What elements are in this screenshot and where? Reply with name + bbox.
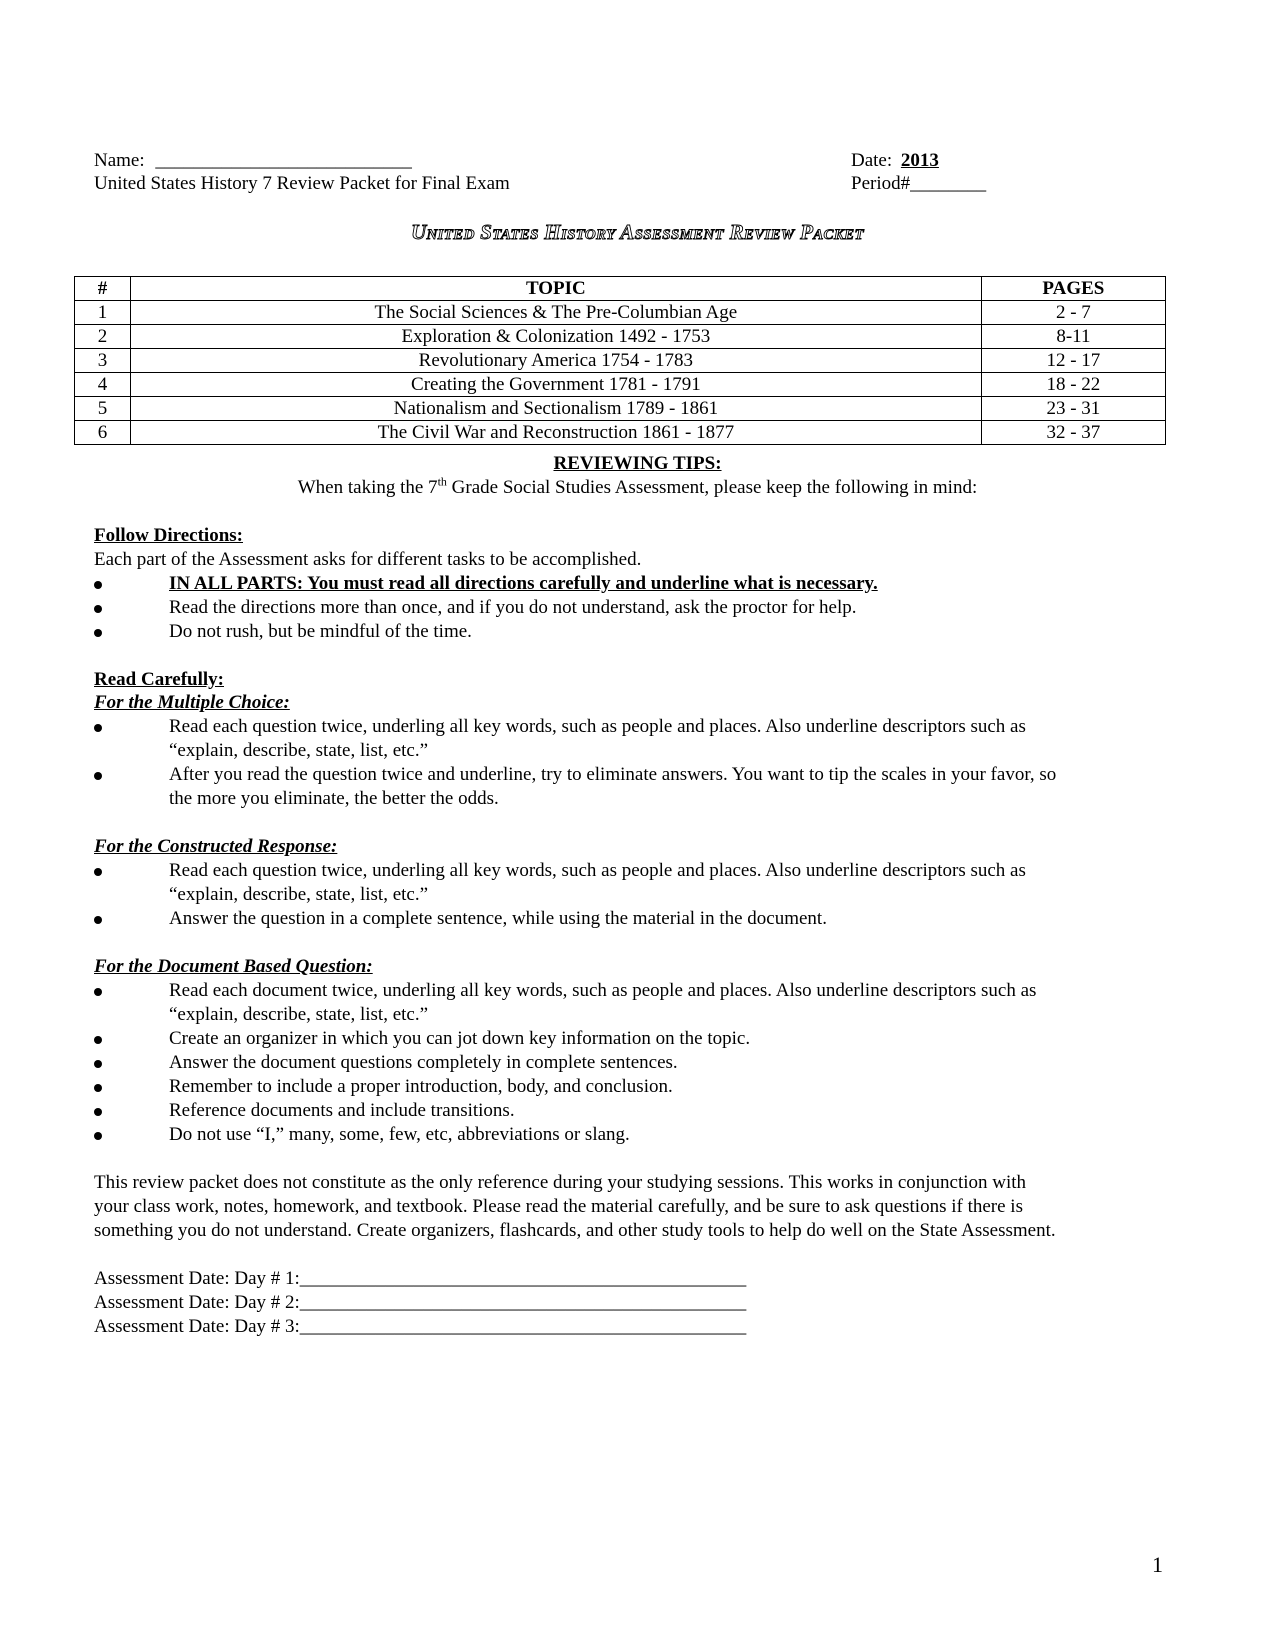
closing-line-2: your class work, notes, homework, and textbook. Please read the material carefully, and be sure to ask questions if there is	[94, 1196, 1023, 1217]
mc-bullet-1-line-2: “explain, describe, state, list, etc.”	[169, 740, 429, 761]
row-topic: Exploration & Colonization 1492 - 1753	[130, 325, 981, 349]
page-number: 1	[1152, 1552, 1163, 1577]
intro-post: Grade Social Studies Assessment, please keep the following in mind:	[446, 477, 978, 498]
row-number: 4	[75, 373, 131, 397]
bullet-icon	[94, 1084, 102, 1092]
mc-bullet-2-line-2: the more you eliminate, the better the odds.	[169, 788, 499, 809]
bullet-icon	[94, 1036, 102, 1044]
date-value: 2013	[900, 150, 939, 171]
closing-line-3: something you do not understand. Create organizers, flashcards, and other study tools to help do well on the State Assessment.	[94, 1220, 1056, 1241]
row-pages: 23 - 31	[981, 397, 1165, 421]
constructed-response-heading: For the Constructed Response:	[94, 836, 338, 857]
assessment-date-day-2: Assessment Date: Day # 2:_______________________________________________	[94, 1292, 747, 1313]
row-pages: 18 - 22	[981, 373, 1165, 397]
dbq-bullet-2: Create an organizer in which you can jot down key information on the topic.	[169, 1028, 751, 1049]
assessment-date-day-1: Assessment Date: Day # 1:_______________________________________________	[94, 1268, 747, 1289]
row-topic: Creating the Government 1781 - 1791	[130, 373, 981, 397]
date-label: Date:	[851, 150, 893, 171]
table-row	[75, 397, 1166, 421]
dbq-bullet-3: Answer the document questions completely in complete sentences.	[169, 1052, 678, 1073]
row-topic: Revolutionary America 1754 - 1783	[130, 349, 981, 373]
row-pages: 8-11	[981, 325, 1165, 349]
table-row	[75, 349, 1166, 373]
page-title	[0, 220, 1275, 244]
follow-bullet-2: Read the directions more than once, and if you do not understand, ask the proctor for help.	[169, 597, 857, 618]
table-row	[75, 301, 1166, 325]
bullet-icon	[94, 916, 102, 924]
course-line: United States History 7 Review Packet for Final Exam	[94, 173, 510, 194]
period-field: Period#________	[851, 173, 987, 194]
page-title-text: United States History Assessment Review Packet	[411, 220, 864, 244]
assessment-date-day-3: Assessment Date: Day # 3:_______________________________________________	[94, 1316, 747, 1337]
mc-bullet-2-line-1: After you read the question twice and underline, try to eliminate answers. You want to tip the scales in your favor, so	[169, 764, 1057, 785]
table-row	[75, 325, 1166, 349]
row-topic: Nationalism and Sectionalism 1789 - 1861	[130, 397, 981, 421]
name-label: Name:	[94, 150, 145, 171]
row-pages: 12 - 17	[981, 349, 1165, 373]
row-topic: The Social Sciences & The Pre-Columbian Age	[130, 301, 981, 325]
bullet-icon	[94, 1132, 102, 1140]
follow-directions-intro: Each part of the Assessment asks for different tasks to be accomplished.	[94, 549, 642, 570]
bullet-icon	[94, 605, 102, 613]
date-field	[851, 149, 939, 173]
row-number: 3	[75, 349, 131, 373]
header-number: #	[75, 277, 131, 301]
document-based-question-heading: For the Document Based Question:	[94, 956, 373, 977]
row-number: 6	[75, 421, 131, 445]
bullet-icon	[94, 581, 102, 589]
bullet-icon	[94, 1108, 102, 1116]
mc-bullet-1-line-1: Read each question twice, underling all key words, such as people and places. Also underline descriptors such as	[169, 716, 1026, 737]
intro-pre: When taking the 7	[297, 477, 438, 498]
dbq-bullet-1-line-2: “explain, describe, state, list, etc.”	[169, 1004, 429, 1025]
multiple-choice-heading: For the Multiple Choice:	[94, 692, 290, 713]
read-carefully-heading: Read Carefully:	[94, 669, 224, 690]
cr-bullet-2: Answer the question in a complete sentence, while using the material in the document.	[169, 908, 827, 929]
table-row	[75, 373, 1166, 397]
table-row	[75, 421, 1166, 445]
dbq-bullet-5: Reference documents and include transitions.	[169, 1100, 515, 1121]
bullet-icon	[94, 772, 102, 780]
row-number: 2	[75, 325, 131, 349]
row-number: 1	[75, 301, 131, 325]
row-pages: 32 - 37	[981, 421, 1165, 445]
row-pages: 2 - 7	[981, 301, 1165, 325]
name-field	[94, 149, 412, 173]
name-line: ___________________________	[155, 150, 412, 171]
closing-line-1: This review packet does not constitute as the only reference during your studying sessions. This works in conjunction with	[94, 1172, 1027, 1193]
follow-bullet-3: Do not rush, but be mindful of the time.	[169, 621, 472, 642]
header-topic: TOPIC	[130, 277, 981, 301]
dbq-bullet-1-line-1: Read each document twice, underling all key words, such as people and places. Also underline descriptors such as	[169, 980, 1037, 1001]
follow-directions-heading: Follow Directions:	[94, 525, 243, 546]
reviewing-tips-heading: REVIEWING TIPS:	[553, 453, 722, 474]
bullet-icon	[94, 629, 102, 637]
table-header-row	[75, 277, 1166, 301]
bullet-icon	[94, 724, 102, 732]
bullet-icon	[94, 868, 102, 876]
topics-table	[74, 276, 1166, 445]
intro-sup: th	[437, 474, 447, 489]
cr-bullet-1-line-2: “explain, describe, state, list, etc.”	[169, 884, 429, 905]
follow-bullet-1: IN ALL PARTS: You must read all directions carefully and underline what is necessary.	[169, 573, 878, 594]
bullet-icon	[94, 988, 102, 996]
row-topic: The Civil War and Reconstruction 1861 - 1877	[130, 421, 981, 445]
row-number: 5	[75, 397, 131, 421]
dbq-bullet-4: Remember to include a proper introduction, body, and conclusion.	[169, 1076, 673, 1097]
header-pages: PAGES	[981, 277, 1165, 301]
bullet-icon	[94, 1060, 102, 1068]
cr-bullet-1-line-1: Read each question twice, underling all key words, such as people and places. Also underline descriptors such as	[169, 860, 1026, 881]
reviewing-tips-intro	[0, 476, 1275, 500]
dbq-bullet-6: Do not use “I,” many, some, few, etc, abbreviations or slang.	[169, 1124, 630, 1145]
